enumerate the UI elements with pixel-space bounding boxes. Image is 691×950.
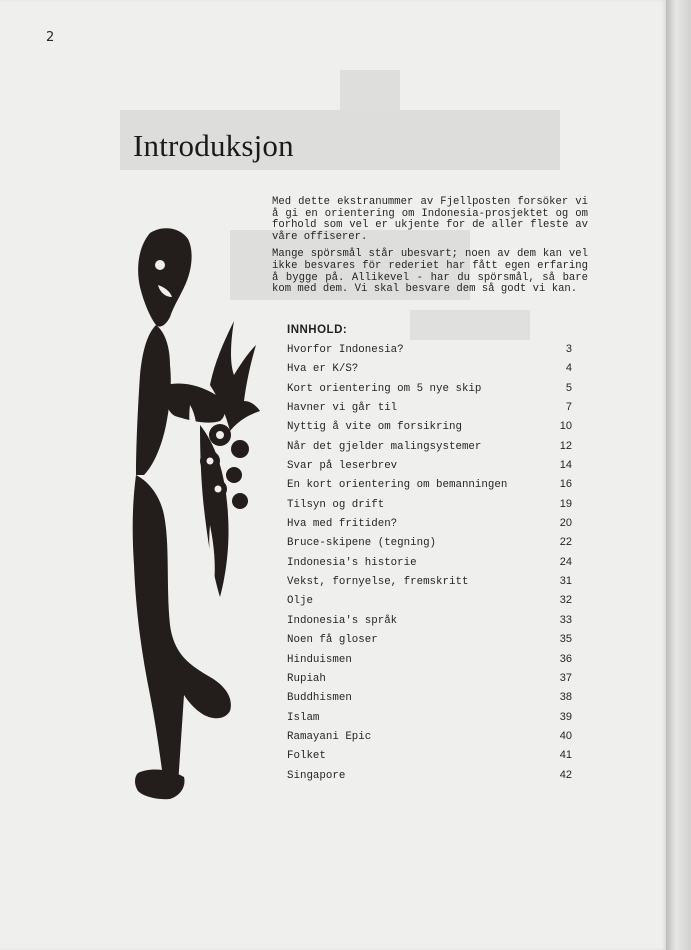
toc-item-page: 35 <box>559 633 572 646</box>
toc-item-page: 36 <box>559 652 572 665</box>
toc-item-page: 16 <box>559 478 572 491</box>
toc-item-page: 41 <box>559 749 572 762</box>
toc-item-label: Vekst, fornyelse, fremskritt <box>287 576 469 589</box>
toc-item <box>287 420 572 439</box>
toc-item <box>287 672 572 691</box>
toc-item-label: Indonesia's historie <box>287 556 417 569</box>
toc-item-page: 19 <box>559 497 572 510</box>
toc-item-label: En kort orientering om bemanningen <box>287 479 508 492</box>
toc-item-label: Hva er K/S? <box>287 363 359 376</box>
toc-item-label: Islam <box>287 711 320 724</box>
toc-item-label: Bruce-skipene (tegning) <box>287 537 437 550</box>
toc-item-label: Singapore <box>287 769 346 782</box>
toc-item <box>287 575 572 594</box>
toc-item-page: 33 <box>559 613 572 626</box>
toc-item <box>287 633 572 652</box>
toc-item-label: Ramayani Epic <box>287 730 372 743</box>
toc-item-page: 10 <box>559 420 572 433</box>
toc-item <box>287 401 572 420</box>
toc-item-label: Noen få gloser <box>287 634 378 647</box>
toc-item <box>287 653 572 672</box>
toc-heading: INNHOLD: <box>287 324 348 336</box>
toc-item-label: Når det gjelder malingsystemer <box>287 440 482 453</box>
toc-item-page: 24 <box>559 555 572 568</box>
toc-item-label: Rupiah <box>287 672 326 685</box>
toc-item <box>287 730 572 749</box>
toc-item-page: 12 <box>559 439 572 452</box>
toc-item-label: Hinduismen <box>287 653 352 666</box>
toc-item-page: 20 <box>559 517 572 530</box>
toc-item <box>287 382 572 401</box>
toc-item <box>287 498 572 517</box>
statue-figure-icon <box>130 225 265 800</box>
toc-item <box>287 343 572 362</box>
toc-item <box>287 459 572 478</box>
toc-item-label: Nyttig å vite om forsikring <box>287 421 462 434</box>
page-edge <box>666 0 691 950</box>
toc-item-page: 42 <box>559 768 572 781</box>
toc-item-page: 37 <box>559 671 572 684</box>
intro-paragraph: Med dette ekstranummer av Fjellposten forsöker vi å gi en orientering om Indonesia-prosjektet og om forhold som vel er ukjente for de aller fleste av våre offiserer. <box>272 196 588 243</box>
toc-item-label: Hva med fritiden? <box>287 518 398 531</box>
toc-item <box>287 691 572 710</box>
toc-item-page: 32 <box>559 594 572 607</box>
toc-item <box>287 749 572 768</box>
toc-item <box>287 478 572 497</box>
toc-item-label: Hvorfor Indonesia? <box>287 344 404 356</box>
toc-item-label: Tilsyn og drift <box>287 498 385 511</box>
toc-item-page: 39 <box>559 710 572 723</box>
page-title: Introduksjon <box>133 128 294 163</box>
toc-item <box>287 594 572 613</box>
toc-item-page: 4 <box>565 362 572 375</box>
toc-item-label: Svar på leserbrev <box>287 460 398 473</box>
toc-item-label: Folket <box>287 750 326 763</box>
intro-text <box>272 197 588 302</box>
toc-item-page: 3 <box>565 343 572 355</box>
toc-item <box>287 711 572 730</box>
toc-item <box>287 614 572 633</box>
toc-item-page: 31 <box>559 575 572 588</box>
toc-item <box>287 556 572 575</box>
page-number: 2 <box>46 30 55 45</box>
toc-item <box>287 440 572 459</box>
toc-item <box>287 536 572 555</box>
toc-item-page: 7 <box>565 401 572 414</box>
toc-item-label: Kort orientering om 5 nye skip <box>287 382 482 395</box>
toc-item-page: 5 <box>565 381 572 394</box>
toc-item <box>287 362 572 381</box>
toc-item-page: 38 <box>559 691 572 704</box>
toc-item <box>287 769 572 788</box>
toc-item <box>287 517 572 536</box>
toc-item-label: Buddhismen <box>287 692 352 705</box>
toc-item-page: 40 <box>559 729 572 742</box>
intro-paragraph: Mange spörsmål står ubesvart; noen av dem kan vel ikke besvares för rederiet har fått egen erfaring å bygge på. Allikevel - har du spörsmål, så bare kom med dem. Vi skal besvare dem så godt vi kan. <box>272 248 588 296</box>
toc-item-page: 14 <box>559 459 572 472</box>
toc-item-label: Olje <box>287 595 313 608</box>
table-of-contents <box>287 343 572 788</box>
toc-item-page: 22 <box>559 536 572 549</box>
toc-item-label: Indonesia's språk <box>287 614 398 627</box>
toc-item-label: Havner vi går til <box>287 402 398 415</box>
